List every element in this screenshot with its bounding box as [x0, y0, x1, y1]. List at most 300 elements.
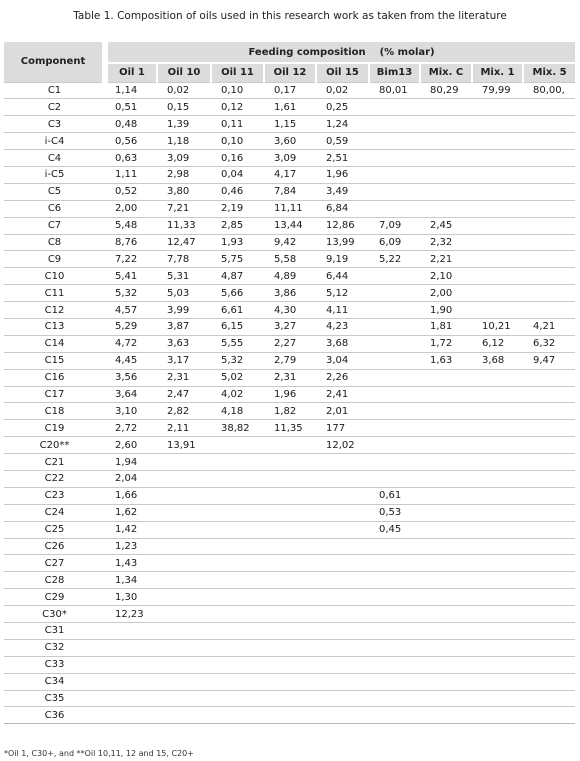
value-cell	[523, 403, 575, 420]
table-footnote	[4, 749, 194, 758]
component-cell: C36	[4, 707, 105, 724]
value-cell	[472, 623, 523, 640]
value-cell	[472, 454, 523, 471]
value-cell	[472, 555, 523, 572]
value-cell	[420, 656, 472, 673]
column-header: Oil 1	[105, 63, 157, 82]
component-cell: C23	[4, 487, 105, 504]
value-cell	[523, 673, 575, 690]
value-cell	[264, 589, 316, 606]
value-cell	[157, 623, 211, 640]
value-cell	[523, 437, 575, 454]
value-cell: 2,85	[211, 217, 264, 234]
value-cell	[369, 268, 420, 285]
value-cell	[420, 200, 472, 217]
value-cell: 3,63	[157, 335, 211, 352]
value-cell: 4,87	[211, 268, 264, 285]
value-cell: 0,53	[369, 504, 420, 521]
component-cell: C19	[4, 420, 105, 437]
value-cell	[523, 386, 575, 403]
table-row	[4, 285, 575, 302]
component-cell: C13	[4, 318, 105, 335]
feeding-composition-header: Feeding composition (% molar)	[105, 42, 575, 63]
table-row	[4, 420, 575, 437]
value-cell	[316, 521, 369, 538]
value-cell	[523, 234, 575, 251]
value-cell: 3,17	[157, 352, 211, 369]
value-cell: 1,42	[105, 521, 157, 538]
value-cell	[420, 437, 472, 454]
table-row	[4, 487, 575, 504]
component-cell: C10	[4, 268, 105, 285]
component-cell: C9	[4, 251, 105, 268]
value-cell: 0,51	[105, 99, 157, 116]
value-cell	[472, 200, 523, 217]
value-cell	[523, 572, 575, 589]
value-cell	[523, 690, 575, 707]
value-cell	[316, 656, 369, 673]
value-cell	[369, 133, 420, 150]
value-cell: 0,10	[211, 133, 264, 150]
value-cell: 80,01	[369, 82, 420, 99]
value-cell	[369, 166, 420, 183]
value-cell: 2,41	[316, 386, 369, 403]
value-cell	[523, 420, 575, 437]
value-cell: 4,18	[211, 403, 264, 420]
component-cell: C16	[4, 369, 105, 386]
value-cell	[369, 606, 420, 623]
value-cell: 3,56	[105, 369, 157, 386]
value-cell	[211, 487, 264, 504]
table-header	[4, 42, 575, 82]
value-cell: 6,09	[369, 234, 420, 251]
component-cell: C7	[4, 217, 105, 234]
value-cell	[523, 99, 575, 116]
value-cell	[523, 521, 575, 538]
value-cell: 1,72	[420, 335, 472, 352]
value-cell	[369, 183, 420, 200]
value-cell: 4,72	[105, 335, 157, 352]
value-cell: 6,15	[211, 318, 264, 335]
value-cell	[472, 369, 523, 386]
value-cell	[472, 572, 523, 589]
value-cell	[157, 606, 211, 623]
value-cell	[211, 690, 264, 707]
table-row	[4, 251, 575, 268]
value-cell	[420, 589, 472, 606]
value-cell: 13,91	[157, 437, 211, 454]
value-cell: 4,21	[523, 318, 575, 335]
value-cell: 12,02	[316, 437, 369, 454]
component-cell: C17	[4, 386, 105, 403]
value-cell: 5,29	[105, 318, 157, 335]
value-cell: 11,33	[157, 217, 211, 234]
value-cell: 6,44	[316, 268, 369, 285]
value-cell: 0,02	[316, 82, 369, 99]
component-cell: C28	[4, 572, 105, 589]
value-cell: 1,11	[105, 166, 157, 183]
value-cell: 3,86	[264, 285, 316, 302]
value-cell	[420, 116, 472, 133]
value-cell	[523, 268, 575, 285]
value-cell	[369, 150, 420, 167]
value-cell	[420, 99, 472, 116]
table-row	[4, 454, 575, 471]
value-cell	[523, 369, 575, 386]
value-cell	[211, 521, 264, 538]
value-cell	[523, 538, 575, 555]
component-cell: C31	[4, 623, 105, 640]
table-row	[4, 589, 575, 606]
value-cell	[316, 470, 369, 487]
value-cell: 9,19	[316, 251, 369, 268]
value-cell	[316, 487, 369, 504]
value-cell: 3,10	[105, 403, 157, 420]
value-cell	[523, 487, 575, 504]
value-cell	[420, 183, 472, 200]
value-cell: 1,15	[264, 116, 316, 133]
value-cell: 0,59	[316, 133, 369, 150]
table-row	[4, 99, 575, 116]
value-cell: 1,43	[105, 555, 157, 572]
value-cell	[264, 504, 316, 521]
value-cell	[316, 707, 369, 724]
value-cell	[369, 673, 420, 690]
value-cell: 0,45	[369, 521, 420, 538]
value-cell: 5,02	[211, 369, 264, 386]
column-header: Oil 11	[211, 63, 264, 82]
table-row	[4, 504, 575, 521]
value-cell	[472, 99, 523, 116]
value-cell	[264, 656, 316, 673]
table-row	[4, 217, 575, 234]
table-row	[4, 150, 575, 167]
column-header: Oil 10	[157, 63, 211, 82]
table-row	[4, 335, 575, 352]
value-cell: 7,84	[264, 183, 316, 200]
value-cell	[157, 487, 211, 504]
table-row	[4, 690, 575, 707]
column-header: Bim13	[369, 63, 420, 82]
value-cell: 3,68	[316, 335, 369, 352]
table-row	[4, 521, 575, 538]
value-cell: 3,04	[316, 352, 369, 369]
value-cell: 2,26	[316, 369, 369, 386]
value-cell	[420, 639, 472, 656]
value-cell: 7,09	[369, 217, 420, 234]
value-cell	[264, 707, 316, 724]
value-cell: 3,09	[264, 150, 316, 167]
value-cell	[157, 521, 211, 538]
table-row	[4, 183, 575, 200]
value-cell	[472, 251, 523, 268]
table-row	[4, 656, 575, 673]
value-cell: 0,10	[211, 82, 264, 99]
value-cell	[264, 437, 316, 454]
value-cell: 5,03	[157, 285, 211, 302]
value-cell: 0,63	[105, 150, 157, 167]
value-cell: 1,94	[105, 454, 157, 471]
table-row	[4, 268, 575, 285]
value-cell	[316, 589, 369, 606]
value-cell: 0,56	[105, 133, 157, 150]
column-header: Oil 15	[316, 63, 369, 82]
value-cell: 6,32	[523, 335, 575, 352]
value-cell: 3,87	[157, 318, 211, 335]
value-cell: 3,99	[157, 302, 211, 319]
value-cell: 4,02	[211, 386, 264, 403]
component-cell: C18	[4, 403, 105, 420]
value-cell	[369, 369, 420, 386]
value-cell	[316, 606, 369, 623]
value-cell	[472, 673, 523, 690]
table-row	[4, 572, 575, 589]
value-cell	[420, 538, 472, 555]
value-cell: 80,00,	[523, 82, 575, 99]
value-cell: 4,45	[105, 352, 157, 369]
value-cell: 1,14	[105, 82, 157, 99]
value-cell	[157, 690, 211, 707]
value-cell	[316, 623, 369, 640]
value-cell: 0,12	[211, 99, 264, 116]
value-cell: 1,61	[264, 99, 316, 116]
component-cell: C33	[4, 656, 105, 673]
value-cell	[369, 589, 420, 606]
value-cell: 6,61	[211, 302, 264, 319]
value-cell	[369, 116, 420, 133]
value-cell	[472, 268, 523, 285]
component-cell: C3	[4, 116, 105, 133]
value-cell	[369, 318, 420, 335]
value-cell	[420, 487, 472, 504]
value-cell	[157, 639, 211, 656]
value-cell	[523, 133, 575, 150]
component-cell: C26	[4, 538, 105, 555]
value-cell	[523, 251, 575, 268]
value-cell	[264, 454, 316, 471]
value-cell	[420, 470, 472, 487]
value-cell	[157, 589, 211, 606]
value-cell	[523, 555, 575, 572]
value-cell: 7,21	[157, 200, 211, 217]
value-cell	[264, 487, 316, 504]
value-cell	[472, 166, 523, 183]
component-cell: C11	[4, 285, 105, 302]
value-cell	[523, 150, 575, 167]
value-cell: 1,34	[105, 572, 157, 589]
value-cell	[472, 606, 523, 623]
value-cell: 2,10	[420, 268, 472, 285]
value-cell	[420, 454, 472, 471]
value-cell: 8,76	[105, 234, 157, 251]
value-cell: 11,35	[264, 420, 316, 437]
value-cell: 5,66	[211, 285, 264, 302]
value-cell	[105, 707, 157, 724]
value-cell	[264, 606, 316, 623]
value-cell: 1,96	[316, 166, 369, 183]
value-cell: 9,42	[264, 234, 316, 251]
value-cell: 0,17	[264, 82, 316, 99]
value-cell: 3,09	[157, 150, 211, 167]
table-row	[4, 369, 575, 386]
value-cell	[211, 538, 264, 555]
value-cell	[420, 369, 472, 386]
value-cell: 5,75	[211, 251, 264, 268]
table-row	[4, 166, 575, 183]
value-cell	[211, 707, 264, 724]
composition-table	[4, 42, 575, 724]
value-cell	[523, 285, 575, 302]
value-cell: 0,11	[211, 116, 264, 133]
value-cell	[472, 470, 523, 487]
value-cell	[523, 470, 575, 487]
component-cell: C1	[4, 82, 105, 99]
value-cell: 0,04	[211, 166, 264, 183]
value-cell: 0,46	[211, 183, 264, 200]
value-cell: 0,02	[157, 82, 211, 99]
value-cell: 2,79	[264, 352, 316, 369]
value-cell: 1,62	[105, 504, 157, 521]
value-cell: 2,19	[211, 200, 264, 217]
value-cell	[420, 386, 472, 403]
component-cell: C22	[4, 470, 105, 487]
value-cell	[369, 656, 420, 673]
value-cell: 2,27	[264, 335, 316, 352]
value-cell: 2,04	[105, 470, 157, 487]
value-cell	[523, 200, 575, 217]
value-cell	[420, 555, 472, 572]
value-cell	[472, 183, 523, 200]
value-cell	[157, 555, 211, 572]
value-cell: 2,01	[316, 403, 369, 420]
value-cell	[523, 302, 575, 319]
component-cell: C2	[4, 99, 105, 116]
value-cell: 1,30	[105, 589, 157, 606]
value-cell: 1,18	[157, 133, 211, 150]
value-cell: 1,63	[420, 352, 472, 369]
value-cell	[211, 470, 264, 487]
table-row	[4, 606, 575, 623]
value-cell: 12,86	[316, 217, 369, 234]
column-header: Mix. 1	[472, 63, 523, 82]
value-cell	[264, 639, 316, 656]
value-cell	[420, 166, 472, 183]
value-cell	[264, 538, 316, 555]
table-row	[4, 470, 575, 487]
value-cell: 4,11	[316, 302, 369, 319]
value-cell: 0,48	[105, 116, 157, 133]
value-cell	[211, 606, 264, 623]
value-cell: 5,55	[211, 335, 264, 352]
value-cell	[211, 437, 264, 454]
value-cell	[472, 302, 523, 319]
value-cell	[369, 352, 420, 369]
component-cell: C15	[4, 352, 105, 369]
value-cell	[105, 690, 157, 707]
value-cell: 1,82	[264, 403, 316, 420]
component-cell: C32	[4, 639, 105, 656]
value-cell	[316, 504, 369, 521]
footnote-text: *Oil 1, C30+, and **Oil 10,11, 12 and 15, C20+	[4, 749, 194, 758]
value-cell: 5,48	[105, 217, 157, 234]
value-cell	[316, 454, 369, 471]
value-cell	[264, 673, 316, 690]
component-cell: C30*	[4, 606, 105, 623]
value-cell	[157, 504, 211, 521]
value-cell	[264, 623, 316, 640]
value-cell	[369, 690, 420, 707]
value-cell	[211, 589, 264, 606]
value-cell	[369, 285, 420, 302]
value-cell	[472, 133, 523, 150]
value-cell	[472, 690, 523, 707]
value-cell	[369, 335, 420, 352]
value-cell: 2,00	[105, 200, 157, 217]
value-cell	[157, 707, 211, 724]
value-cell	[523, 639, 575, 656]
table-row	[4, 673, 575, 690]
table-row	[4, 403, 575, 420]
component-cell: C14	[4, 335, 105, 352]
value-cell: 5,58	[264, 251, 316, 268]
value-cell	[523, 116, 575, 133]
column-header: Mix. C	[420, 63, 472, 82]
value-cell: 6,84	[316, 200, 369, 217]
value-cell	[211, 673, 264, 690]
value-cell: 3,68	[472, 352, 523, 369]
value-cell: 79,99	[472, 82, 523, 99]
table-row	[4, 437, 575, 454]
value-cell	[369, 639, 420, 656]
value-cell: 0,52	[105, 183, 157, 200]
value-cell: 5,12	[316, 285, 369, 302]
table-row	[4, 133, 575, 150]
value-cell	[369, 470, 420, 487]
value-cell: 5,22	[369, 251, 420, 268]
value-cell	[420, 623, 472, 640]
component-cell: C24	[4, 504, 105, 521]
value-cell	[211, 572, 264, 589]
value-cell	[316, 639, 369, 656]
value-cell: 2,00	[420, 285, 472, 302]
component-cell: C34	[4, 673, 105, 690]
value-cell	[316, 555, 369, 572]
component-cell: C4	[4, 150, 105, 167]
value-cell	[105, 639, 157, 656]
value-cell	[523, 454, 575, 471]
value-cell	[523, 504, 575, 521]
value-cell	[420, 673, 472, 690]
value-cell	[369, 200, 420, 217]
component-cell: C35	[4, 690, 105, 707]
value-cell	[472, 116, 523, 133]
value-cell: 13,44	[264, 217, 316, 234]
value-cell: 0,15	[157, 99, 211, 116]
value-cell	[472, 639, 523, 656]
value-cell	[420, 572, 472, 589]
value-cell	[472, 285, 523, 302]
value-cell: 3,60	[264, 133, 316, 150]
component-cell: C12	[4, 302, 105, 319]
value-cell	[472, 386, 523, 403]
value-cell: 0,16	[211, 150, 264, 167]
value-cell: 4,17	[264, 166, 316, 183]
value-cell	[420, 521, 472, 538]
value-cell	[420, 707, 472, 724]
value-cell: 5,32	[105, 285, 157, 302]
component-cell: C5	[4, 183, 105, 200]
value-cell	[369, 302, 420, 319]
